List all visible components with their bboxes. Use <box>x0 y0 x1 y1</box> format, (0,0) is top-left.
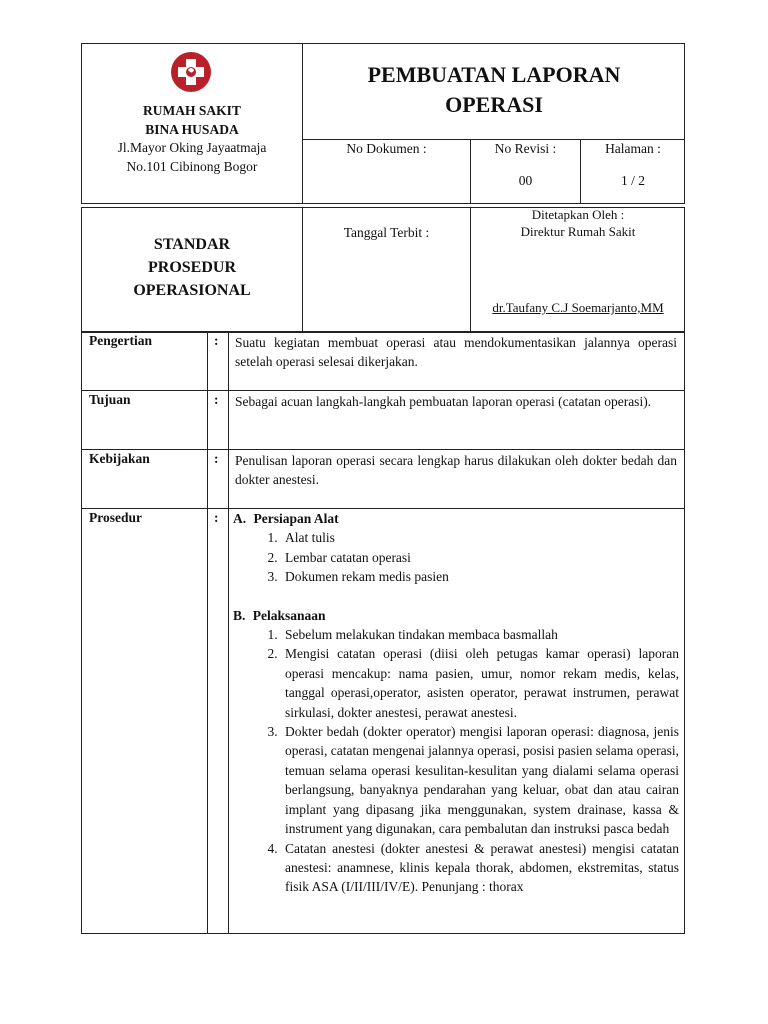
hospital-address-line-2: No.101 Cibinong Bogor <box>126 159 258 174</box>
list-item: 4. Catatan anestesi (dokter anestesi & perawat anestesi) mengisi catatan anestesi: anamnese, klinis kepala thorak, abdomen, ekstremitas, status fisik ASA (I/II/III/IV/E). Penunjang : thorax <box>281 839 679 897</box>
list-item: 2. Mengisi catatan operasi (diisi oleh petugas kamar operasi) laporan operasi mencakup: nama pasien, umur, nomor rekam medis, kelas, tanggal operasi,operator, asisten operator, perawat instrumen, perawat sirkulasi, dokter anestesi, perawat anestesi. <box>281 644 679 722</box>
ditetapkan-line-2: Direktur Rumah Sakit <box>520 224 636 239</box>
document-title-line-2: OPERASI <box>445 92 543 117</box>
list-item: 1. Sebelum melakukan tindakan membaca basmallah <box>281 625 679 644</box>
tujuan-text: Sebagai acuan langkah-langkah pembuatan laporan operasi (catatan operasi). <box>235 394 652 409</box>
section-b-list <box>233 625 679 897</box>
section-b-heading <box>233 606 679 625</box>
section-b-marker: B. <box>233 607 246 623</box>
pengertian-colon: : <box>214 333 219 348</box>
section-a-heading <box>233 509 679 528</box>
no-dokumen-label: No Dokumen : <box>346 141 427 156</box>
kebijakan-text: Penulisan laporan operasi secara lengkap harus dilakukan oleh dokter bedah dan dokter anestesi. <box>235 453 677 488</box>
halaman-value: 1 / 2 <box>620 173 645 188</box>
no-revisi-value: 00 <box>518 173 533 188</box>
tujuan-label: Tujuan <box>89 392 131 407</box>
section-b-title: Pelaksanaan <box>252 607 326 623</box>
hospital-name-line-2: BINA HUSADA <box>145 122 239 137</box>
kebijakan-label: Kebijakan <box>89 451 150 466</box>
halaman-label: Halaman : <box>605 141 661 156</box>
no-revisi-label: No Revisi : <box>494 141 557 156</box>
list-item: 3. Dokumen rekam medis pasien <box>281 567 679 586</box>
hospital-logo <box>170 51 212 93</box>
content-col-divider-1 <box>207 332 208 934</box>
sop-title <box>82 233 302 302</box>
pengertian-label: Pengertian <box>89 333 152 348</box>
section-a-list <box>233 528 679 586</box>
prosedur-content <box>233 509 679 897</box>
tujuan-colon: : <box>214 392 219 407</box>
sop-title-line-3: OPERASIONAL <box>133 282 251 299</box>
row-divider-2 <box>81 449 685 450</box>
list-item: 1. Alat tulis <box>281 528 679 547</box>
hospital-name <box>82 101 302 176</box>
ditetapkan-line-1: Ditetapkan Oleh : <box>531 207 625 222</box>
document-title-line-1: PEMBUATAN LAPORAN <box>367 62 621 87</box>
content-col-divider-2 <box>228 332 229 934</box>
hospital-name-line-1: RUMAH SAKIT <box>143 103 241 118</box>
pengertian-text: Suatu kegiatan membuat operasi atau mendokumentasikan jalannya operasi setelah operasi selesai dikerjakan. <box>235 335 677 370</box>
sop-title-line-1: STANDAR <box>153 236 231 253</box>
signer-name: dr.Taufany C.J Soemarjanto,MM <box>492 300 664 315</box>
kebijakan-colon: : <box>214 451 219 466</box>
tanggal-terbit-label: Tanggal Terbit : <box>343 225 430 240</box>
section-a-marker: A. <box>233 511 247 526</box>
list-item: 2. Lembar catatan operasi <box>281 548 679 567</box>
section-a-title: Persiapan Alat <box>253 511 339 526</box>
sop-title-line-2: PROSEDUR <box>147 259 236 276</box>
prosedur-colon: : <box>214 510 219 525</box>
list-item: 3. Dokter bedah (dokter operator) mengisi laporan operasi: diagnosa, jenis operasi, catatan mengenai jalannya operasi, posisi pasien selama operasi, temuan selama operasi kesulitan-kesulitan yang dialami selama operasi berlangsung, banyaknya pendarahan yang keluar, obat dan atau cairan implant yang dipasang jika menggunakan, system drainase, kassa & instrument yang digunakan, cara pembalutan dan instruksi pasca bedah <box>281 722 679 838</box>
prosedur-label: Prosedur <box>89 510 142 525</box>
hospital-address-line-1: Jl.Mayor Oking Jayaatmaja <box>117 140 267 155</box>
document-title <box>303 60 685 120</box>
row-divider-1 <box>81 390 685 391</box>
ditetapkan-block <box>471 206 685 240</box>
